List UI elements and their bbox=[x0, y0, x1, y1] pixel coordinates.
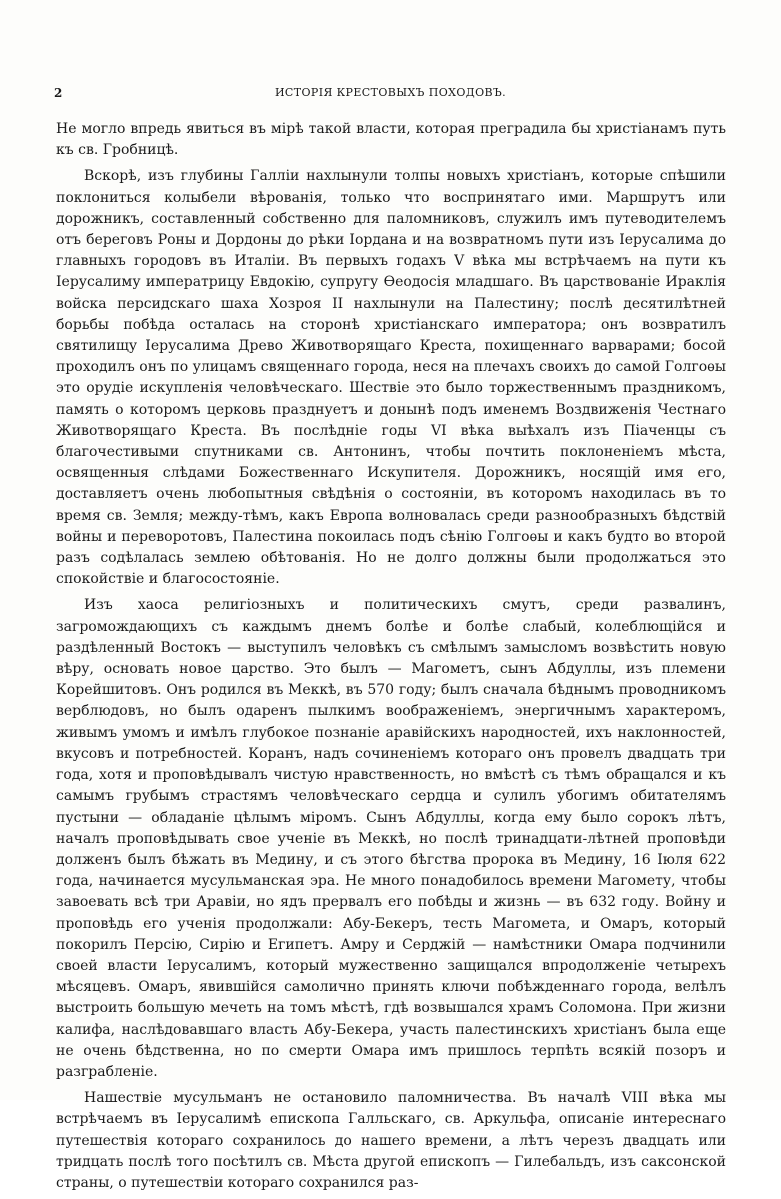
paragraph-4: Нашествіе мусульманъ не остановило паломничества. Въ началѣ VIII вѣка мы встрѣчаемъ въ Іерусалимѣ епископа Галльскаго, св. Аркульфа, описаніе интереснаго путешествія котораго сохранилось до нашего времени, а лѣтъ черезъ двадцать или тридцать послѣ того посѣтилъ св. Мѣста другой епископъ — Гилебальдъ, изъ саксонской страны, о путешествіи котораго сохранился раз- bbox=[56, 1090, 726, 1191]
body-text bbox=[56, 119, 726, 1199]
paragraph-1: Не могло впредь явиться въ мірѣ такой власти, которая преградила бы христіанамъ путь къ св. Гробницѣ. bbox=[56, 121, 726, 159]
paragraph-3: Изъ хаоса религіозныхъ и политическихъ смутъ, среди развалинъ, загромождающихъ съ каждымъ днемъ болѣе и болѣе слабый, колеблющійся и раздѣленный Востокъ — выступилъ человѣкъ съ смѣлымъ замысломъ возвѣстить новую вѣру, основать новое царство. Это былъ — Магометъ, сынъ Абдуллы, изъ племени Корейшитовъ. Онъ родился въ Меккѣ, въ 570 году; былъ сначала бѣднымъ проводникомъ верблюдовъ, но былъ одаренъ пылкимъ воображеніемъ, энергичнымъ характеромъ, живымъ умомъ и имѣлъ глубокое познаніе аравійскихъ народностей, ихъ наклонностей, вкусовъ и потребностей. Коранъ, надъ сочиненіемъ котораго онъ провелъ двадцать три года, хотя и проповѣдывалъ чистую нравственность, но вмѣстѣ съ тѣмъ обращался и къ самымъ грубымъ страстямъ человѣческаго сердца и сулилъ убогимъ обитателямъ пустыни — обладаніе цѣлымъ міромъ. Сынъ Абдуллы, когда ему было сорокъ лѣтъ, началъ проповѣдывать свое ученіе въ Меккѣ, но послѣ тринадцати-лѣтней проповѣди долженъ былъ бѣжать въ Медину, и съ этого бѣгства пророка въ Медину, 16 Іюля 622 года, начинается мусульманская эра. Не много понадобилось времени Магомету, чтобы завоевать всѣ три Аравіи, но ядъ прервалъ его побѣды и жизнь — въ 632 году. Войну и проповѣдь его ученія продолжали: Абу-Бекеръ, тесть Магомета, и Омаръ, который покорилъ Персію, Сирію и Египетъ. Амру и Серджій — намѣстники Омара подчинили своей власти Іерусалимъ, который мужественно защищался впродолженіе четырехъ мѣсяцевъ. Омаръ, явившійся самолично принять ключи побѣжденнаго города, велѣлъ выстроить большую мечеть на томъ мѣстѣ, гдѣ возвышался храмъ Соломона. При жизни калифа, наслѣдовавшаго власть Абу-Бекера, участь палестинскихъ христіанъ была еще не очень бѣдственна, но по смерти Омара имъ пришлось терпѣть всякій позоръ и разграбленіе. bbox=[56, 597, 726, 1080]
paragraph-2: Вскорѣ, изъ глубины Галліи нахлынули толпы новыхъ христіанъ, которые спѣшили поклониться колыбели вѣрованія, только что воспринятаго ими. Маршрутъ или дорожникъ, составленный собственно для паломниковъ, служилъ имъ путеводителемъ отъ береговъ Роны и Дордоны до рѣки Іордана и на возвратномъ пути изъ Іерусалима до главныхъ городовъ въ Италіи. Въ первыхъ годахъ V вѣка мы встрѣчаемъ на пути къ Іерусалиму императрицу Евдокію, супругу Ѳеодосія младшаго. Въ царствованіе Ираклія войска персидскаго шаха Хозроя II нахлынули на Палестину; послѣ десятилѣтней борьбы побѣда осталась на сторонѣ христіанскаго императора; онъ возвратилъ святилищу Іерусалима Древо Животворящаго Креста, похищеннаго варварами; босой проходилъ онъ по улицамъ священнаго города, неся на плечахъ своихъ до самой Голгоѳы это орудіе искупленія человѣческаго. Шествіе это было торжественнымъ праздникомъ, память о которомъ церковь празднуетъ и донынѣ подъ именемъ Воздвиженія Честнаго Животворящаго Креста. Въ послѣдніе годы VI вѣка выѣхалъ изъ Піаченцы съ благочестивыми спутниками св. Антонинъ, чтобы почтить поклоненіемъ мѣста, освященныя слѣдами Божественнаго Искупителя. Дорожникъ, носящій имя его, доставляетъ очень любопытныя свѣдѣнія о состояніи, въ которомъ находилась въ то время св. Земля; между-тѣмъ, какъ Европа волновалась среди разнообразныхъ бѣдствій войны и переворотовъ, Палестина покоилась подъ сѣнію Голгоѳы и какъ будто во второй разъ содѣлалась землею обѣтованія. Но не долго должны были продолжаться это спокойствіе и благосостояніе. bbox=[56, 168, 726, 588]
page-number: 2 bbox=[54, 86, 63, 100]
running-title: ИСТОРІЯ КРЕСТОВЫХЪ ПОХОДОВЪ. bbox=[274, 86, 507, 99]
